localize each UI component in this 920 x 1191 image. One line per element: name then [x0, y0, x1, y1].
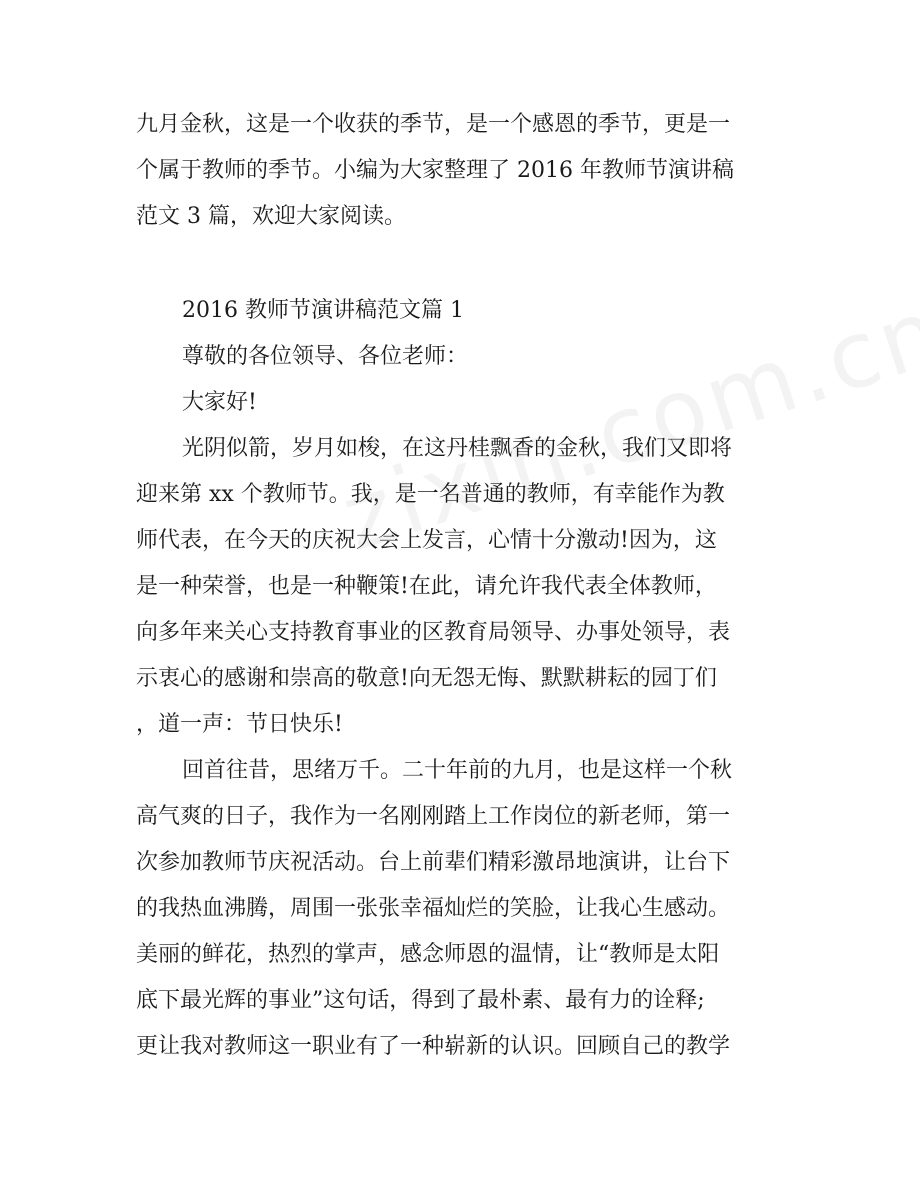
paragraph-2-line: 次参加教师节庆祝活动。台上前辈们精彩激昂地演讲，让台下 — [136, 850, 731, 875]
paragraph-2-line: 的我热血沸腾，周围一张张幸福灿烂的笑脸，让我心生感动。 — [136, 896, 731, 921]
paragraph-1-line: 示衷心的感谢和崇高的敬意!向无怨无悔、默默耕耘的园丁们 — [136, 666, 717, 691]
salutation: 尊敬的各位领导、各位老师： — [182, 344, 469, 369]
paragraph-1-line: 光阴似箭，岁月如梭，在这丹桂飘香的金秋，我们又即将 — [182, 436, 733, 461]
section-title: 2016 教师节演讲稿范文篇 1 — [182, 298, 464, 323]
paragraph-2-line: 高气爽的日子，我作为一名刚刚踏上工作岗位的新老师，第一 — [136, 804, 731, 829]
paragraph-2-line: 底下最光辉的事业”这句话，得到了最朴素、最有力的诠释; — [136, 988, 705, 1013]
paragraph-2-line: 美丽的鲜花，热烈的掌声，感念师恩的温情，让“教师是太阳 — [136, 942, 720, 967]
paragraph-1-line: 迎来第 xx 个教师节。我，是一名普通的教师，有幸能作为教 — [136, 482, 725, 507]
intro-line: 九月金秋，这是一个收获的季节，是一个感恩的季节，更是一 — [136, 112, 731, 137]
paragraph-1-line: ，道一声：节日快乐! — [136, 712, 343, 737]
intro-line: 个属于教师的季节。小编为大家整理了 2016 年教师节演讲稿 — [136, 158, 734, 183]
paragraph-1-line: 向多年来关心支持教育事业的区教育局领导、办事处领导，表 — [136, 620, 731, 645]
greeting: 大家好! — [182, 390, 257, 415]
paragraph-2-line: 更让我对教师这一职业有了一种崭新的认识。回顾自己的教学 — [136, 1034, 731, 1059]
paragraph-1-line: 师代表，在今天的庆祝大会上发言，心情十分激动!因为，这 — [136, 528, 717, 553]
intro-line: 范文 3 篇，欢迎大家阅读。 — [136, 204, 406, 229]
speech-body — [136, 288, 796, 1070]
paragraph-1-line: 是一种荣誉，也是一种鞭策!在此，请允许我代表全体教师， — [136, 574, 717, 599]
intro-paragraph — [136, 102, 796, 240]
paragraph-2-line: 回首往昔，思绪万千。二十年前的九月，也是这样一个秋 — [182, 758, 733, 783]
